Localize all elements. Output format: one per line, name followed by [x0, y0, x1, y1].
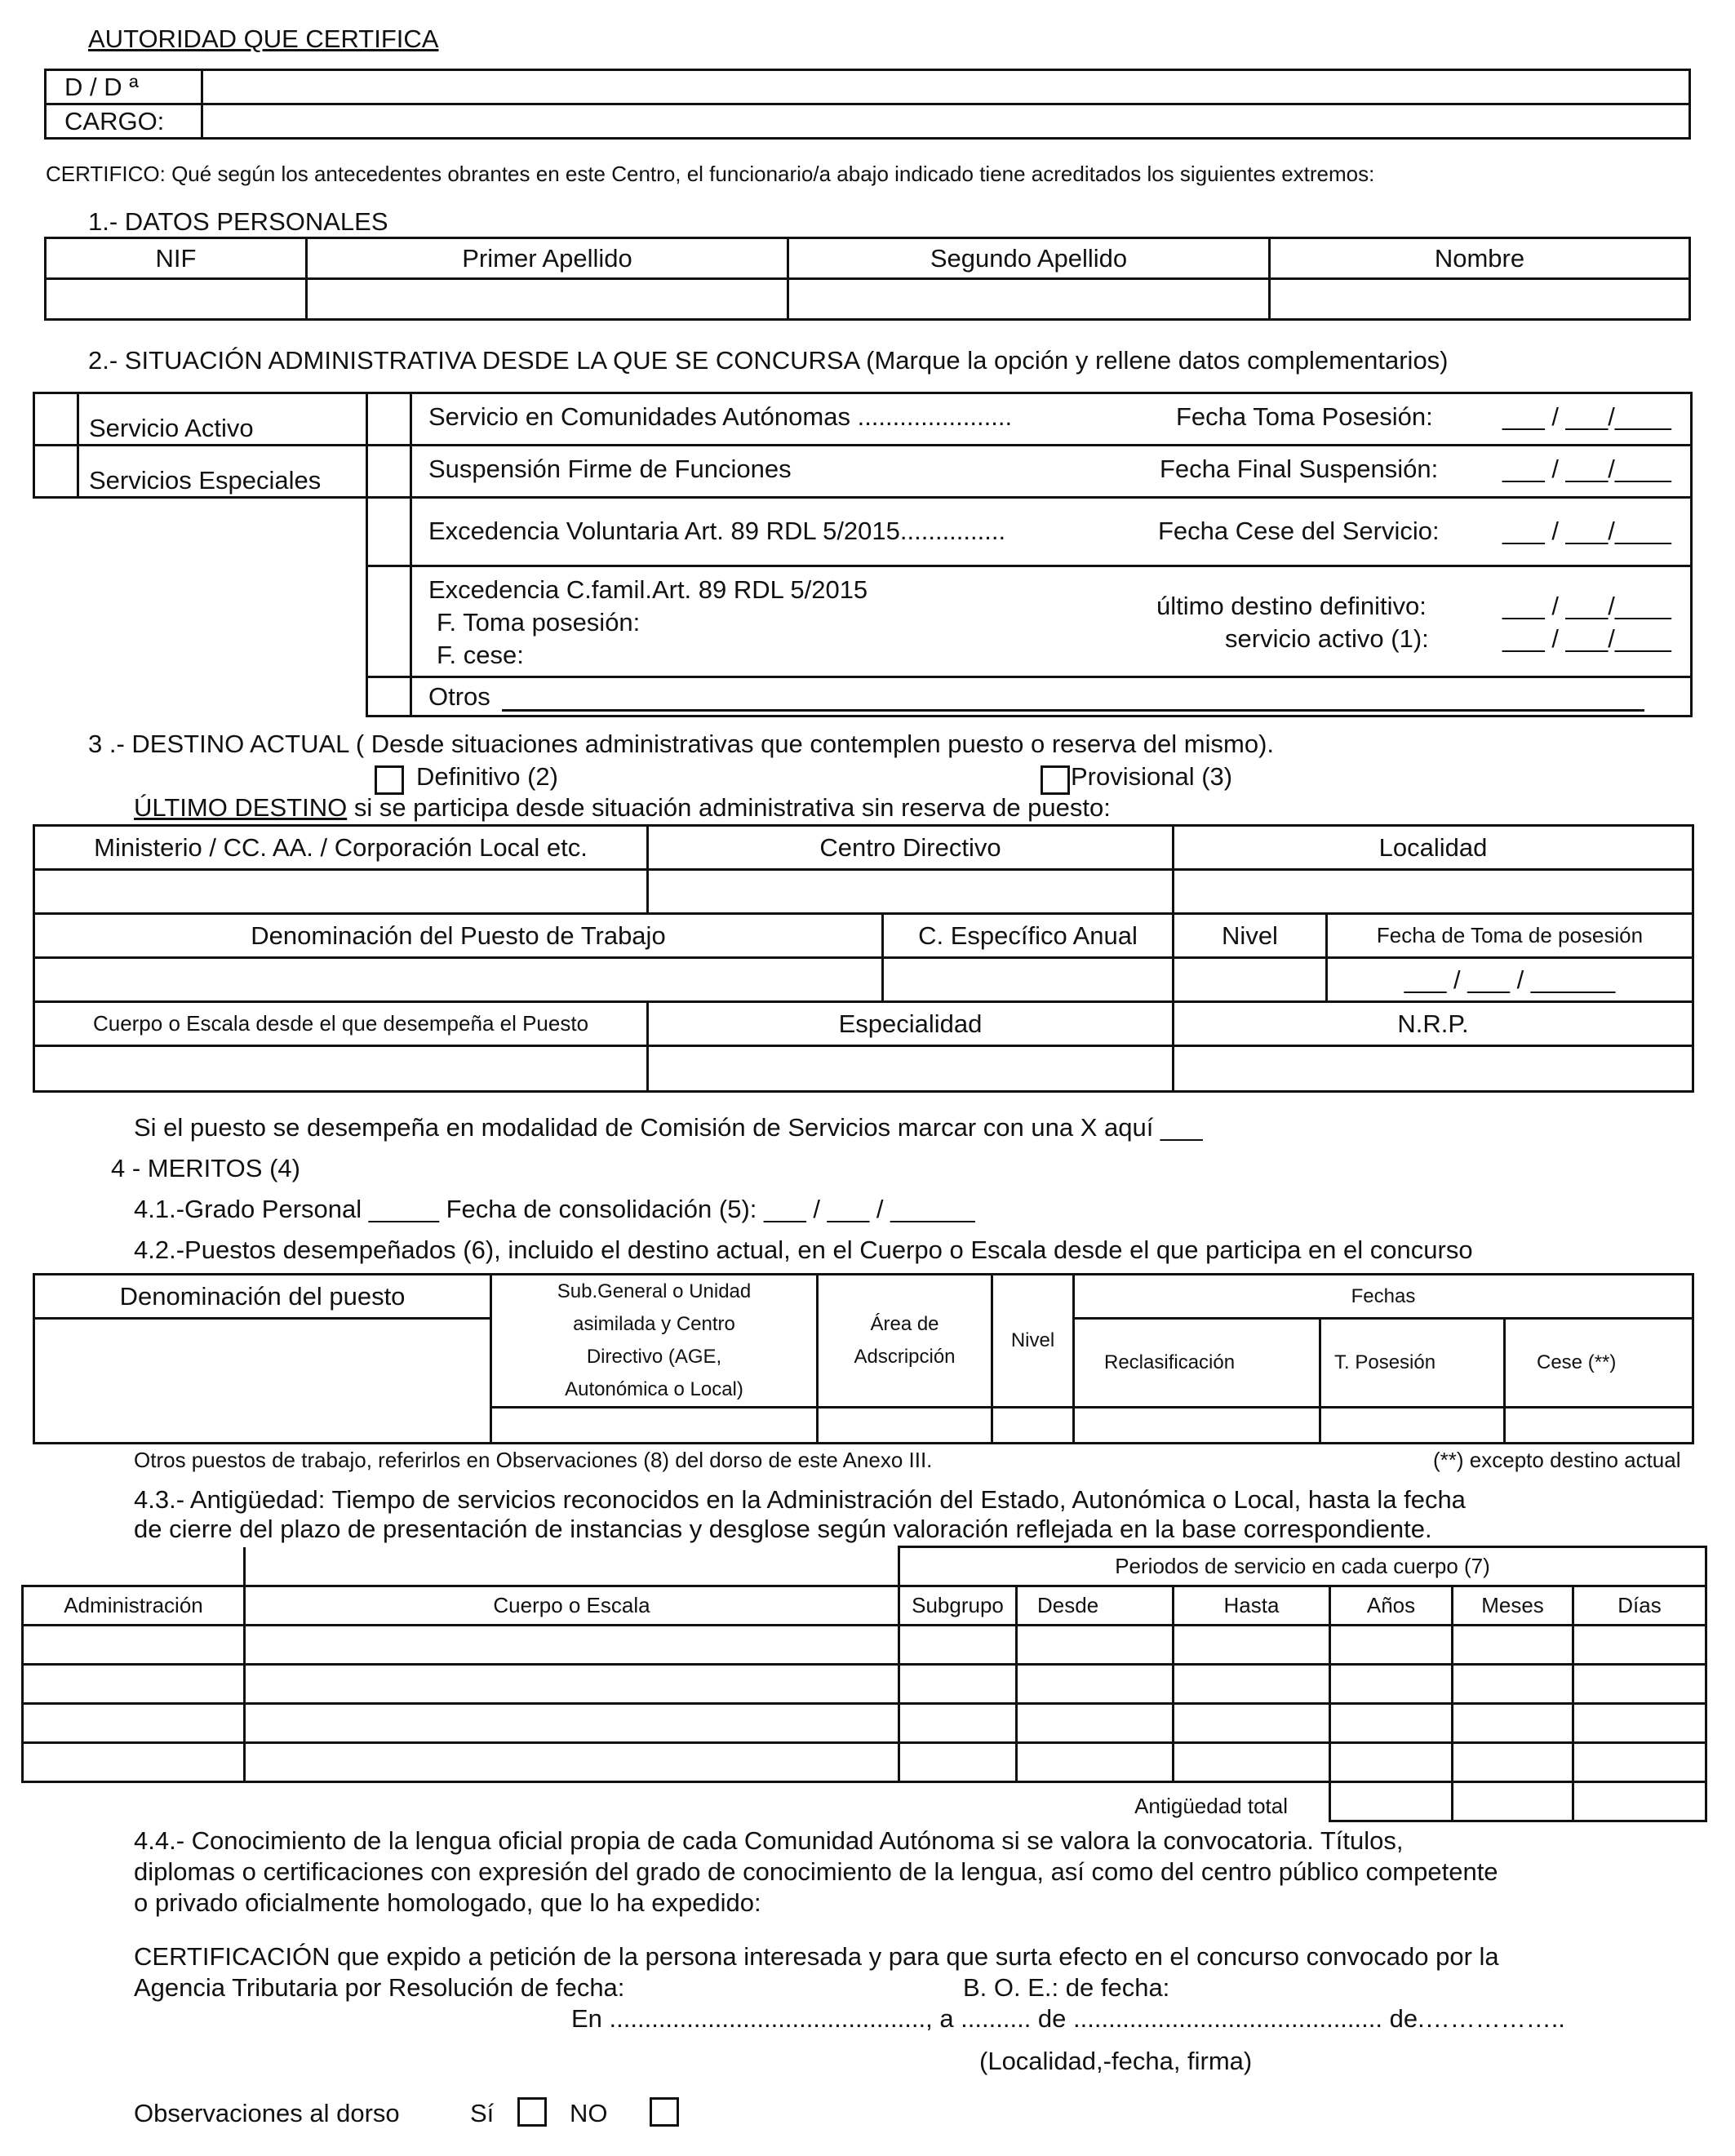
- antiguedad-row[interactable]: [23, 1704, 1706, 1743]
- authority-title: AUTORIDAD QUE CERTIFICA: [88, 24, 439, 53]
- ultimo-destino-bold: ÚLTIMO DESTINO: [134, 793, 348, 822]
- definitivo-label: Definitivo (2): [416, 762, 558, 791]
- suspension-row: [411, 446, 1692, 498]
- col-primer-apellido: Primer Apellido: [307, 238, 788, 279]
- f-cese-label: F. cese:: [437, 641, 524, 669]
- excedencia-voluntaria-row: [411, 498, 1692, 566]
- antiguedad-table: [21, 1546, 1707, 1822]
- observaciones-si-checkbox[interactable]: [517, 2097, 547, 2127]
- grado-personal-text: 4.1.-Grado Personal _____ Fecha de consolidación (5): ___ / ___ / ______: [134, 1195, 975, 1223]
- col-localidad: Localidad: [1174, 826, 1693, 870]
- excedencia-familiar-label: Excedencia C.famil.Art. 89 RDL 5/2015: [428, 575, 868, 604]
- col-cuerpo-o-escala: Cuerpo o Escala: [245, 1586, 899, 1626]
- situacion-left-table: [33, 392, 367, 499]
- primer-apellido-field[interactable]: [307, 279, 788, 320]
- antiguedad-blank-2: [245, 1547, 899, 1586]
- excedencia-familiar-row: [411, 566, 1692, 677]
- periodos-header: Periodos de servicio en cada cuerpo (7): [899, 1547, 1706, 1586]
- col-nrp: N.R.P.: [1174, 1002, 1693, 1046]
- col-desde: Desde: [1017, 1586, 1174, 1626]
- nivel-puesto-field[interactable]: [992, 1408, 1074, 1444]
- total-meses-field[interactable]: [1453, 1782, 1573, 1821]
- otros-label: Otros: [428, 682, 490, 711]
- servicio-ccaa-row: [411, 393, 1692, 446]
- col-denominacion-del-puesto: Denominación del puesto: [34, 1275, 491, 1319]
- servicio-ccaa-checkbox[interactable]: [367, 393, 411, 446]
- nivel-field[interactable]: [1174, 958, 1327, 1002]
- fecha-cese-field[interactable]: ___ / ___/____: [1502, 517, 1671, 545]
- cargo-field[interactable]: [202, 104, 1690, 139]
- nif-field[interactable]: [46, 279, 307, 320]
- certificacion-firma-label: (Localidad,-fecha, firma): [979, 2047, 1253, 2075]
- ultimo-destino-text: [134, 793, 1111, 823]
- col-denominacion-puesto: Denominación del Puesto de Trabajo: [34, 914, 883, 958]
- total-anos-field[interactable]: [1330, 1782, 1453, 1821]
- otros-line[interactable]: [502, 709, 1644, 712]
- servicio-activo-label: Servicio Activo: [78, 393, 368, 446]
- servicios-especiales-label: Servicios Especiales: [78, 446, 368, 498]
- area-field[interactable]: [818, 1408, 992, 1444]
- col-nif: NIF: [46, 238, 307, 279]
- dd-label: D / D ª: [46, 70, 202, 104]
- col-fecha-toma-posesion: Fecha de Toma de posesión: [1327, 914, 1693, 958]
- col-cese: Cese (**): [1505, 1319, 1693, 1408]
- subgeneral-line-2: asimilada y Centro: [573, 1313, 735, 1335]
- section4-title: 4 - MERITOS (4): [111, 1154, 300, 1182]
- col-nombre: Nombre: [1270, 238, 1690, 279]
- cese-field[interactable]: [1505, 1408, 1693, 1444]
- col-ministerio: Ministerio / CC. AA. / Corporación Local etc.: [34, 826, 648, 870]
- excepto-destino-text: (**) excepto destino actual: [1433, 1448, 1681, 1472]
- fecha-final-suspension-label: Fecha Final Suspensión:: [1160, 455, 1439, 483]
- servicio-activo-1-label: servicio activo (1):: [1225, 624, 1429, 653]
- suspension-checkbox[interactable]: [367, 446, 411, 498]
- section3-title: 3 .- DESTINO ACTUAL ( Desde situaciones administrativas que contemplen puesto o reserva del mismo).: [88, 730, 1275, 758]
- especifico-anual-field[interactable]: [883, 958, 1174, 1002]
- col-especialidad: Especialidad: [648, 1002, 1174, 1046]
- antiguedad-blank-1: [23, 1547, 245, 1586]
- observaciones-no-label: NO: [570, 2099, 608, 2127]
- col-t-posesion: T. Posesión: [1320, 1319, 1505, 1408]
- antiguedad-row[interactable]: [23, 1626, 1706, 1665]
- col-centro-directivo: Centro Directivo: [648, 826, 1174, 870]
- segundo-apellido-field[interactable]: [788, 279, 1270, 320]
- reclasificacion-field[interactable]: [1074, 1408, 1320, 1444]
- antiguedad-text-2: de cierre del plazo de presentación de instancias y desglose según valoración reflejada en la base correspondiente.: [134, 1515, 1432, 1543]
- ultimo-destino-rest: si se participa desde situación administrativa sin reserva de puesto:: [347, 793, 1111, 822]
- subgeneral-field[interactable]: [491, 1408, 818, 1444]
- provisional-label: Provisional (3): [1071, 762, 1233, 791]
- f-toma-posesion-label: F. Toma posesión:: [437, 608, 641, 637]
- ultimo-destino-field[interactable]: ___ / ___/____: [1502, 592, 1671, 620]
- denominacion-del-puesto-field[interactable]: [34, 1319, 491, 1444]
- antiguedad-row[interactable]: [23, 1665, 1706, 1704]
- excedencia-familiar-checkbox[interactable]: [367, 566, 411, 677]
- col-administracion: Administración: [23, 1586, 245, 1626]
- subgeneral-line-1: Sub.General o Unidad: [557, 1280, 752, 1302]
- authority-table: [44, 69, 1691, 140]
- certificacion-resolucion-label: Agencia Tributaria por Resolución de fecha:: [134, 1973, 625, 2002]
- subgeneral-line-3: Directivo (AGE,: [586, 1346, 722, 1368]
- col-hasta: Hasta: [1174, 1586, 1330, 1626]
- especialidad-field[interactable]: [648, 1046, 1174, 1092]
- total-blank-1: [23, 1782, 245, 1821]
- col-reclasificacion: Reclasificación: [1074, 1319, 1320, 1408]
- localidad-field[interactable]: [1174, 870, 1693, 914]
- otros-puestos-text: Otros puestos de trabajo, referirlos en Observaciones (8) del dorso de este Anexo III.: [134, 1448, 933, 1472]
- col-fechas: Fechas: [1074, 1275, 1693, 1319]
- fecha-toma-posesion-label: Fecha Toma Posesión:: [1176, 402, 1433, 431]
- definitivo-checkbox[interactable]: [375, 765, 404, 795]
- nrp-field[interactable]: [1174, 1046, 1693, 1092]
- col-anos: Años: [1330, 1586, 1453, 1626]
- ministerio-field[interactable]: [34, 870, 648, 914]
- section1-title: 1.- DATOS PERSONALES: [88, 207, 388, 236]
- otros-checkbox[interactable]: [367, 677, 411, 716]
- col-segundo-apellido: Segundo Apellido: [788, 238, 1270, 279]
- certificacion-line-1: CERTIFICACIÓN que expido a petición de la persona interesada y para que surta efecto en el concurso convocado por la: [134, 1942, 1499, 1971]
- col-dias: Días: [1573, 1586, 1706, 1626]
- certificacion-boe-label: B. O. E.: de fecha:: [963, 1973, 1170, 2002]
- lengua-text-1: 4.4.- Conocimiento de la lengua oficial propia de cada Comunidad Autónoma si se valora la convocatoria. Títulos,: [134, 1826, 1404, 1855]
- section2-title: 2.- SITUACIÓN ADMINISTRATIVA DESDE LA QUE SE CONCURSA (Marque la opción y rellene datos complementarios): [88, 346, 1449, 375]
- fecha-final-suspension-field[interactable]: ___ / ___/____: [1502, 455, 1671, 483]
- situacion-right-table: [366, 392, 1693, 717]
- excedencia-voluntaria-label: Excedencia Voluntaria Art. 89 RDL 5/2015...............: [428, 517, 1006, 545]
- antiguedad-total-label: Antigüedad total: [1017, 1782, 1330, 1821]
- cargo-label: CARGO:: [46, 104, 202, 139]
- antiguedad-row[interactable]: [23, 1743, 1706, 1782]
- total-dias-field[interactable]: [1573, 1782, 1706, 1821]
- subgeneral-line-4: Autonómica o Local): [565, 1378, 743, 1400]
- centro-directivo-field[interactable]: [648, 870, 1174, 914]
- fecha-toma-posesion-field[interactable]: ___ / ___/____: [1502, 402, 1671, 431]
- datos-personales-table: [44, 237, 1691, 321]
- otros-row: [411, 677, 1692, 716]
- certifico-text: CERTIFICO: Qué según los antecedentes obrantes en este Centro, el funcionario/a abajo indicado tiene acreditados los siguientes extremos:: [46, 162, 1375, 186]
- total-blank-3: [899, 1782, 1017, 1821]
- cuerpo-escala-field[interactable]: [34, 1046, 648, 1092]
- antiguedad-text-1: 4.3.- Antigüedad: Tiempo de servicios reconocidos en la Administración del Estado, Autonómica o Local, hasta la fecha: [134, 1485, 1466, 1514]
- servicio-activo-1-field[interactable]: ___ / ___/____: [1502, 624, 1671, 653]
- col-area-adscripcion: [818, 1275, 992, 1408]
- excedencia-voluntaria-checkbox[interactable]: [367, 498, 411, 566]
- servicios-especiales-checkbox[interactable]: [34, 446, 78, 498]
- col-cuerpo-escala: Cuerpo o Escala desde el que desempeña el Puesto: [34, 1002, 648, 1046]
- fecha-cese-label: Fecha Cese del Servicio:: [1158, 517, 1440, 545]
- provisional-checkbox[interactable]: [1041, 765, 1070, 795]
- lengua-text-2: diplomas o certificaciones con expresión del grado de conocimiento de la lengua, así como del centro público competente: [134, 1857, 1498, 1886]
- puestos-title: 4.2.-Puestos desempeñados (6), incluido el destino actual, en el Cuerpo o Escala desde el que participa en el concurso: [134, 1235, 1473, 1264]
- certificacion-lugar-fecha[interactable]: En ............................................., a .......... de ............................................ de.……………..: [571, 2004, 1565, 2033]
- col-meses: Meses: [1453, 1586, 1573, 1626]
- col-subgeneral: [491, 1275, 818, 1408]
- suspension-label: Suspensión Firme de Funciones: [428, 455, 792, 483]
- puestos-table: [33, 1273, 1694, 1444]
- comision-servicios-text: Si el puesto se desempeña en modalidad de Comisión de Servicios marcar con una X aquí ___: [134, 1113, 1203, 1142]
- ultimo-destino-label: último destino definitivo:: [1156, 592, 1427, 620]
- observaciones-no-checkbox[interactable]: [650, 2097, 679, 2127]
- area-line-1: Área de: [870, 1313, 939, 1335]
- dd-field[interactable]: [202, 70, 1690, 104]
- col-subgrupo: Subgrupo: [899, 1586, 1017, 1626]
- col-nivel: Nivel: [1174, 914, 1327, 958]
- destino-table: [33, 824, 1694, 1093]
- area-line-2: Adscripción: [854, 1346, 956, 1368]
- servicio-activo-checkbox[interactable]: [34, 393, 78, 446]
- observaciones-label: Observaciones al dorso: [134, 2099, 400, 2127]
- t-posesion-field[interactable]: [1320, 1408, 1505, 1444]
- fecha-toma-posesion-input[interactable]: ___ / ___ / ______: [1327, 958, 1693, 1002]
- total-blank-2: [245, 1782, 899, 1821]
- col-especifico-anual: C. Específico Anual: [883, 914, 1174, 958]
- nombre-field[interactable]: [1270, 279, 1690, 320]
- servicio-ccaa-label: Servicio en Comunidades Autónomas ......................: [428, 402, 1013, 431]
- lengua-text-3: o privado oficialmente homologado, que lo ha expedido:: [134, 1888, 761, 1917]
- denominacion-puesto-field[interactable]: [34, 958, 883, 1002]
- col-nivel-puesto: Nivel: [992, 1275, 1074, 1408]
- observaciones-si-label: Sí: [470, 2099, 495, 2127]
